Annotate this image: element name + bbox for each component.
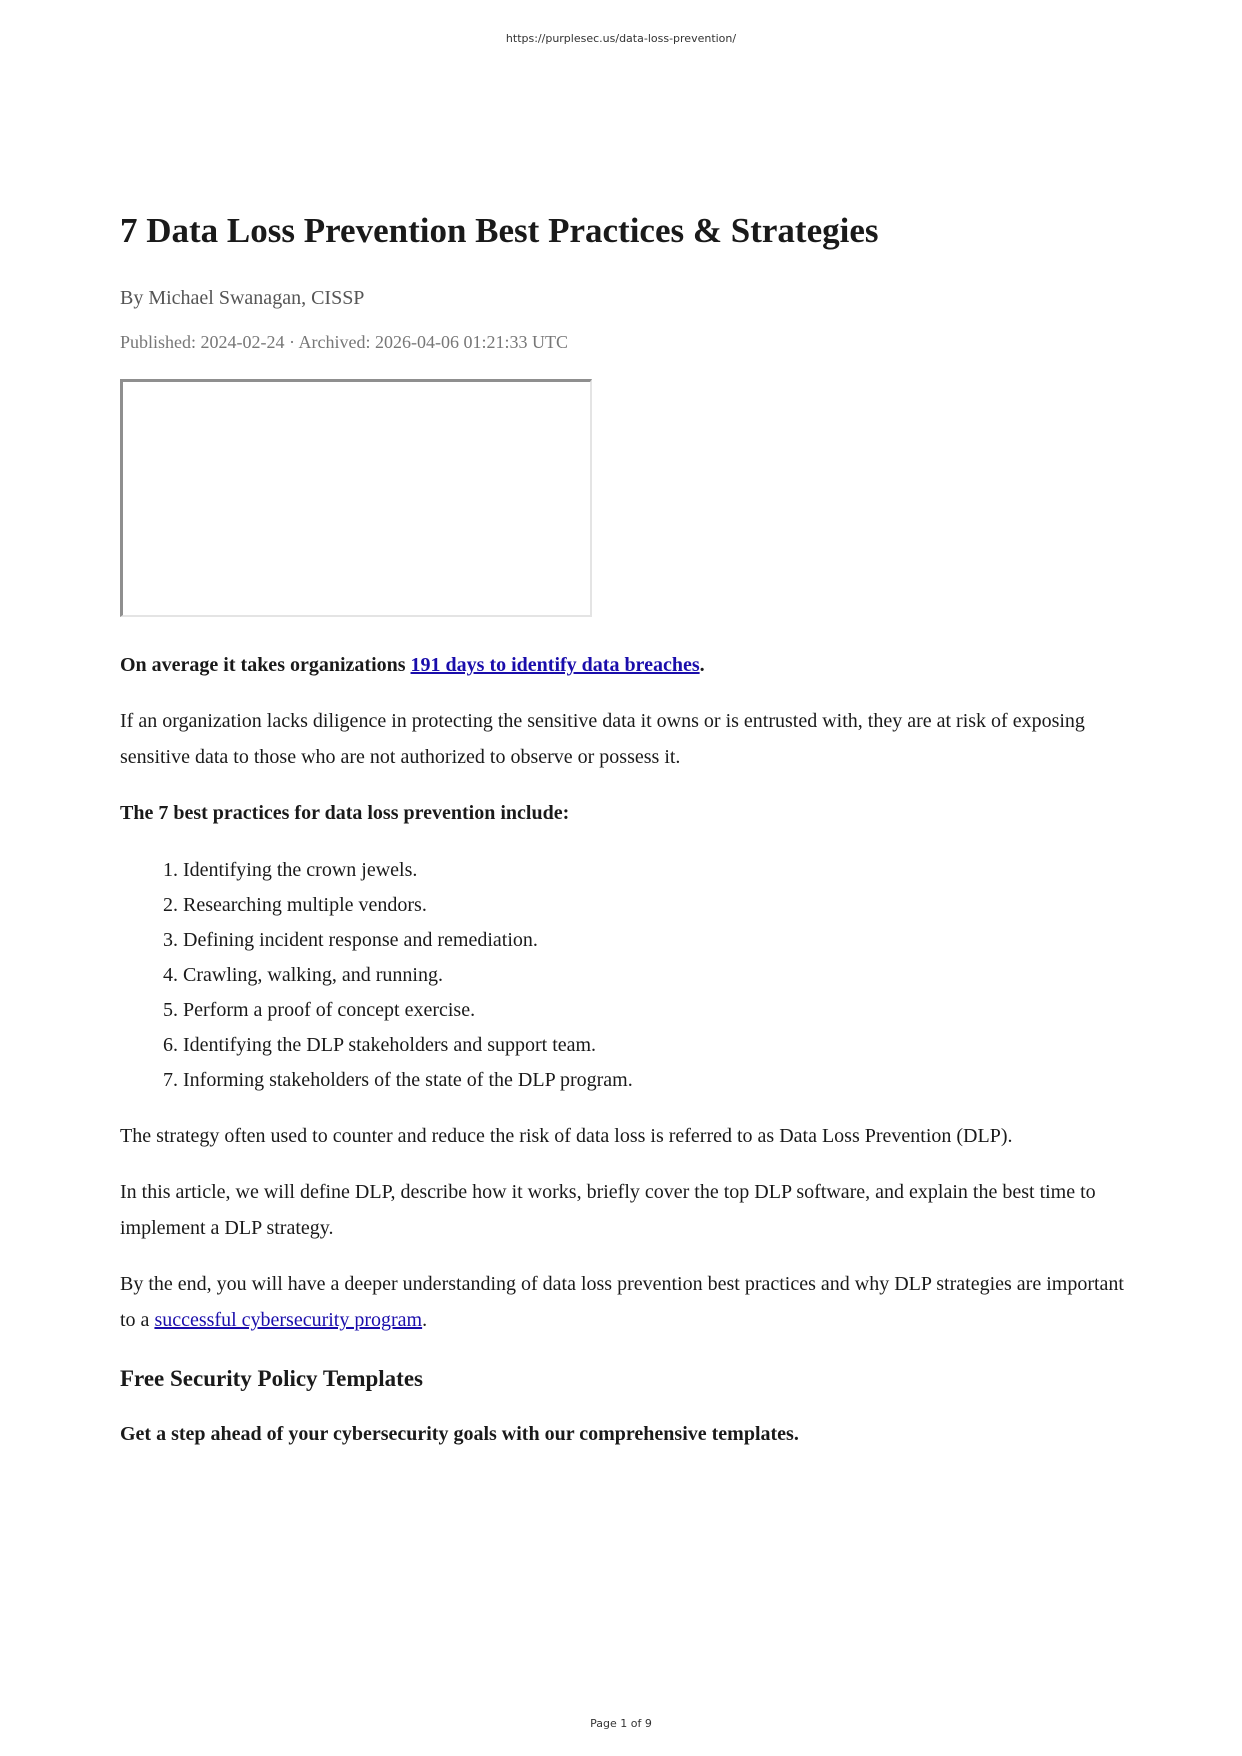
practices-list [120,853,1130,1098]
list-item: 5. Perform a proof of concept exercise. [183,993,1130,1028]
article-title: 7 Data Loss Prevention Best Practices & Strategies [120,211,879,250]
article-meta: Published: 2024-02-24 · Archived: 2026-04-06 01:21:33 UTC [120,332,568,352]
conclusion-suffix: . [422,1309,428,1332]
hero-image-placeholder [120,379,592,617]
list-item: 3. Defining incident response and remediation. [183,923,1130,958]
list-item: 4. Crawling, walking, and running. [183,958,1130,993]
article-scope-paragraph: In this article, we will define DLP, describe how it works, briefly cover the top DLP software, and explain the best time to implement a DLP strategy. [120,1181,1096,1240]
list-item: 2. Researching multiple vendors. [183,888,1130,923]
templates-tagline: Get a step ahead of your cybersecurity goals with our comprehensive templates. [120,1423,799,1446]
article-body [120,210,1130,1452]
list-item: 7. Informing stakeholders of the state of the DLP program. [183,1063,1130,1098]
cybersecurity-program-link[interactable]: successful cybersecurity program [154,1309,423,1332]
lead-suffix: . [699,654,705,677]
list-item: 6. Identifying the DLP stakeholders and support team. [183,1028,1130,1063]
strategy-paragraph: The strategy often used to counter and reduce the risk of data loss is referred to as Data Loss Prevention (DLP). [120,1125,1013,1148]
lead-paragraph [120,647,1130,683]
intro-paragraph: If an organization lacks diligence in protecting the sensitive data it owns or is entrusted with, they are at risk of exposing sensitive data to those who are not authorized to observe or possess it. [120,710,1085,769]
article-byline: By Michael Swanagan, CISSP [120,287,365,309]
conclusion-paragraph [120,1266,1130,1338]
page-number-footer: Page 1 of 9 [590,1717,652,1730]
page-url-header: https://purplesec.us/data-loss-prevention/ [505,32,737,45]
templates-heading: Free Security Policy Templates [120,1366,423,1392]
conclusion-prefix: By the end, you will have a deeper understanding of data loss prevention best practices and why DLP strategies are important to a [120,1273,1124,1332]
breach-days-link[interactable]: 191 days to identify data breaches [410,654,700,677]
practices-intro: The 7 best practices for data loss prevention include: [120,802,570,825]
list-item: 1. Identifying the crown jewels. [183,853,1130,888]
lead-prefix: On average it takes organizations [120,654,411,677]
